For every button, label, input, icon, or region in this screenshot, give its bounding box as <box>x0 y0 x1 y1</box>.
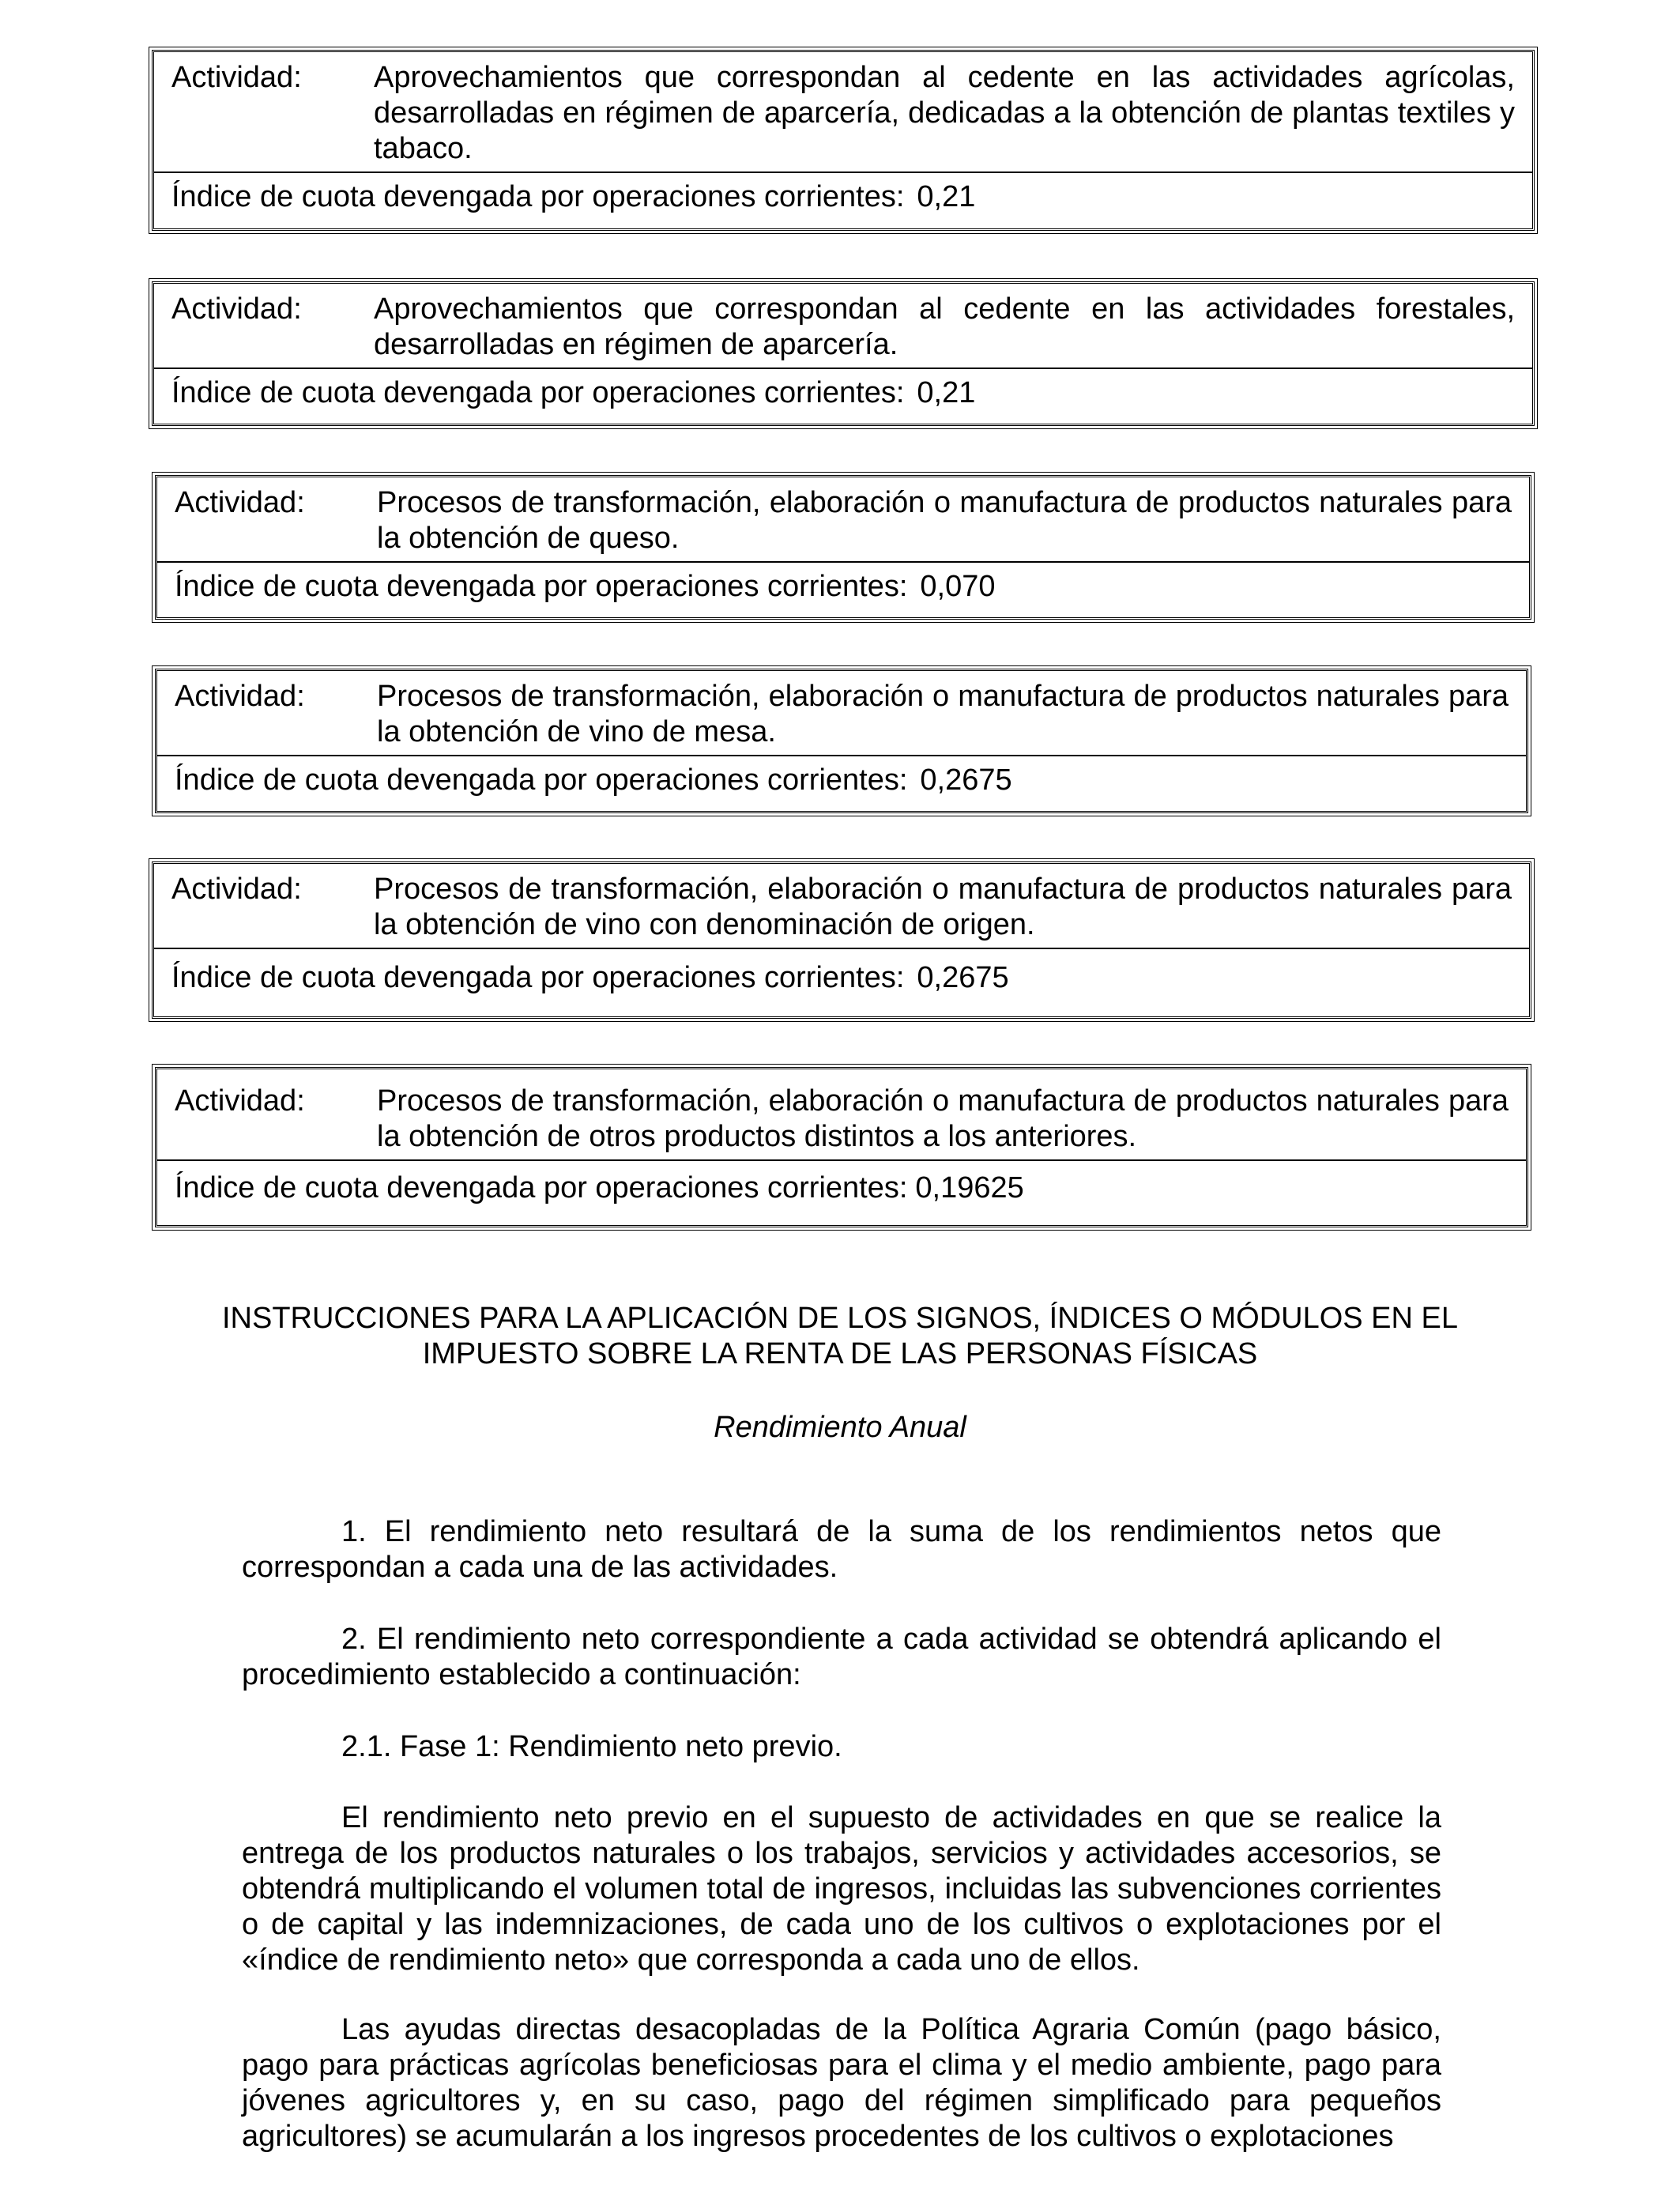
activity-description: Procesos de transformación, elaboración o manufactura de productos naturales para la obtención de otros productos distintos a los anteriores. <box>377 1084 1509 1153</box>
index-label: Índice de cuota devengada por operaciones corrientes: <box>171 961 905 994</box>
section-title-line-1: INSTRUCCIONES PARA LA APLICACIÓN DE LOS SIGNOS, ÍNDICES O MÓDULOS EN EL <box>221 1302 1458 1335</box>
activity-label: Actividad: <box>171 873 302 906</box>
section-subtitle: Rendimiento Anual <box>714 1411 966 1444</box>
activity-description: Procesos de transformación, elaboración o manufactura de productos naturales para la obtención de vino de mesa. <box>377 680 1509 748</box>
index-value: 0,2675 <box>920 763 1012 797</box>
index-label: Índice de cuota devengada por operaciones corrientes: <box>175 570 908 603</box>
activity-description: Aprovechamientos que correspondan al cedente en las actividades agrícolas, desarrolladas en régimen de aparcería, dedicadas a la obtención de plantas textiles y tabaco. <box>374 61 1515 165</box>
index-row <box>154 949 1529 1001</box>
index-label: Índice de cuota devengada por operaciones corrientes: <box>175 763 908 797</box>
paragraph-3: 2.1. Fase 1: Rendimiento neto previo. <box>341 1730 842 1763</box>
activity-description: Procesos de transformación, elaboración o manufactura de productos naturales para la obtención de vino con denominación de origen. <box>374 873 1512 941</box>
index-value: 0,2675 <box>917 961 1009 994</box>
index-label: Índice de cuota devengada por operaciones corrientes: <box>171 180 905 213</box>
activity-box-3 <box>155 475 1531 620</box>
activity-row <box>154 284 1532 369</box>
index-value: 0,21 <box>917 180 976 213</box>
activity-box-5 <box>152 861 1531 1019</box>
section-title <box>119 1301 1561 1372</box>
activity-row <box>157 477 1529 563</box>
paragraph-5: Las ayudas directas desacopladas de la Política Agraria Común (pago básico, pago para prácticas agrícolas beneficiosas para el clima y el medio ambiente, pago para jóvenes agricultores y, en su caso, pago del régimen simplificado para pequeños agricultores) se acumularán a los ingresos procedentes de los cultivos o explotaciones <box>242 2013 1441 2153</box>
section-title-line-2: IMPUESTO SOBRE LA RENTA DE LAS PERSONAS FÍSICAS <box>422 1337 1258 1370</box>
paragraph-2: 2. El rendimiento neto correspondiente a cada actividad se obtendrá aplicando el procedimiento establecido a continuación: <box>242 1623 1441 1691</box>
activity-description: Procesos de transformación, elaboración o manufactura de productos naturales para la obtención de queso. <box>377 486 1512 555</box>
activity-row <box>157 671 1526 756</box>
activity-box-2 <box>152 281 1535 426</box>
activity-label: Actividad: <box>175 486 305 519</box>
index-row <box>154 369 1532 416</box>
activity-box-1 <box>152 50 1535 231</box>
activity-box-4 <box>155 669 1528 813</box>
paragraph-4: El rendimiento neto previo en el supuesto de actividades en que se realice la entrega de los productos naturales o los trabajos, servicios y actividades accesorios, se obtendrá multiplicando el volumen total de ingresos, incluidas las subvenciones corrientes o de capital y las indemnizaciones, de cada uno de los cultivos o explotaciones por el «índice de rendimiento neto» que corresponda a cada uno de ellos. <box>242 1801 1441 1977</box>
index-value: 0,070 <box>920 570 996 603</box>
activity-box-6 <box>155 1067 1528 1227</box>
index-row <box>157 563 1529 609</box>
activity-label: Actividad: <box>175 1084 305 1118</box>
paragraph-1: 1. El rendimiento neto resultará de la suma de los rendimientos netos que correspondan a cada una de las actividades. <box>242 1515 1441 1584</box>
activity-row <box>154 52 1532 173</box>
index-label: Índice de cuota devengada por operaciones corrientes: <box>171 376 905 409</box>
activity-label: Actividad: <box>171 292 302 326</box>
activity-description: Aprovechamientos que correspondan al cedente en las actividades forestales, desarrolladas en régimen de aparcería. <box>374 292 1515 361</box>
activity-row <box>157 1069 1526 1161</box>
activity-label: Actividad: <box>171 61 302 94</box>
index-row <box>157 756 1526 803</box>
index-label: Índice de cuota devengada por operaciones corrientes: <box>175 1171 908 1204</box>
activity-row <box>154 864 1529 949</box>
index-value: 0,21 <box>917 376 976 409</box>
index-value: 0,19625 <box>915 1171 1024 1204</box>
activity-label: Actividad: <box>175 680 305 713</box>
index-row <box>154 173 1532 220</box>
index-row <box>157 1161 1526 1211</box>
